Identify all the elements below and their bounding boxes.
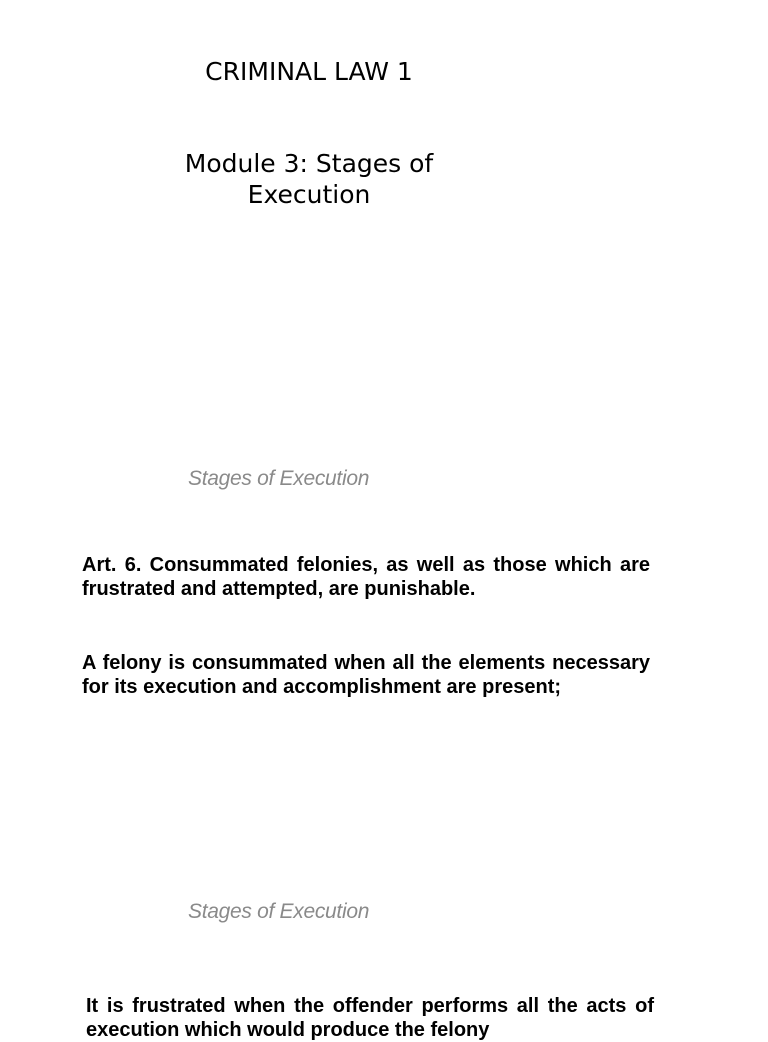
article-paragraph: Art. 6. Consummated felonies, as well as those which are frustrated and attempted, are punishable. [82,554,650,600]
consummated-definition-paragraph: A felony is consummated when all the elements necessary for its execution and accomplishment are present; [82,652,650,698]
section-heading: Stages of Execution [188,467,370,490]
course-title: CRIMINAL LAW 1 [205,57,413,86]
frustrated-definition-paragraph: It is frustrated when the offender performs all the acts of execution which would produce the felony [86,995,654,1041]
section-heading: Stages of Execution [188,900,370,923]
module-title: Module 3: Stages of Execution [184,149,434,209]
